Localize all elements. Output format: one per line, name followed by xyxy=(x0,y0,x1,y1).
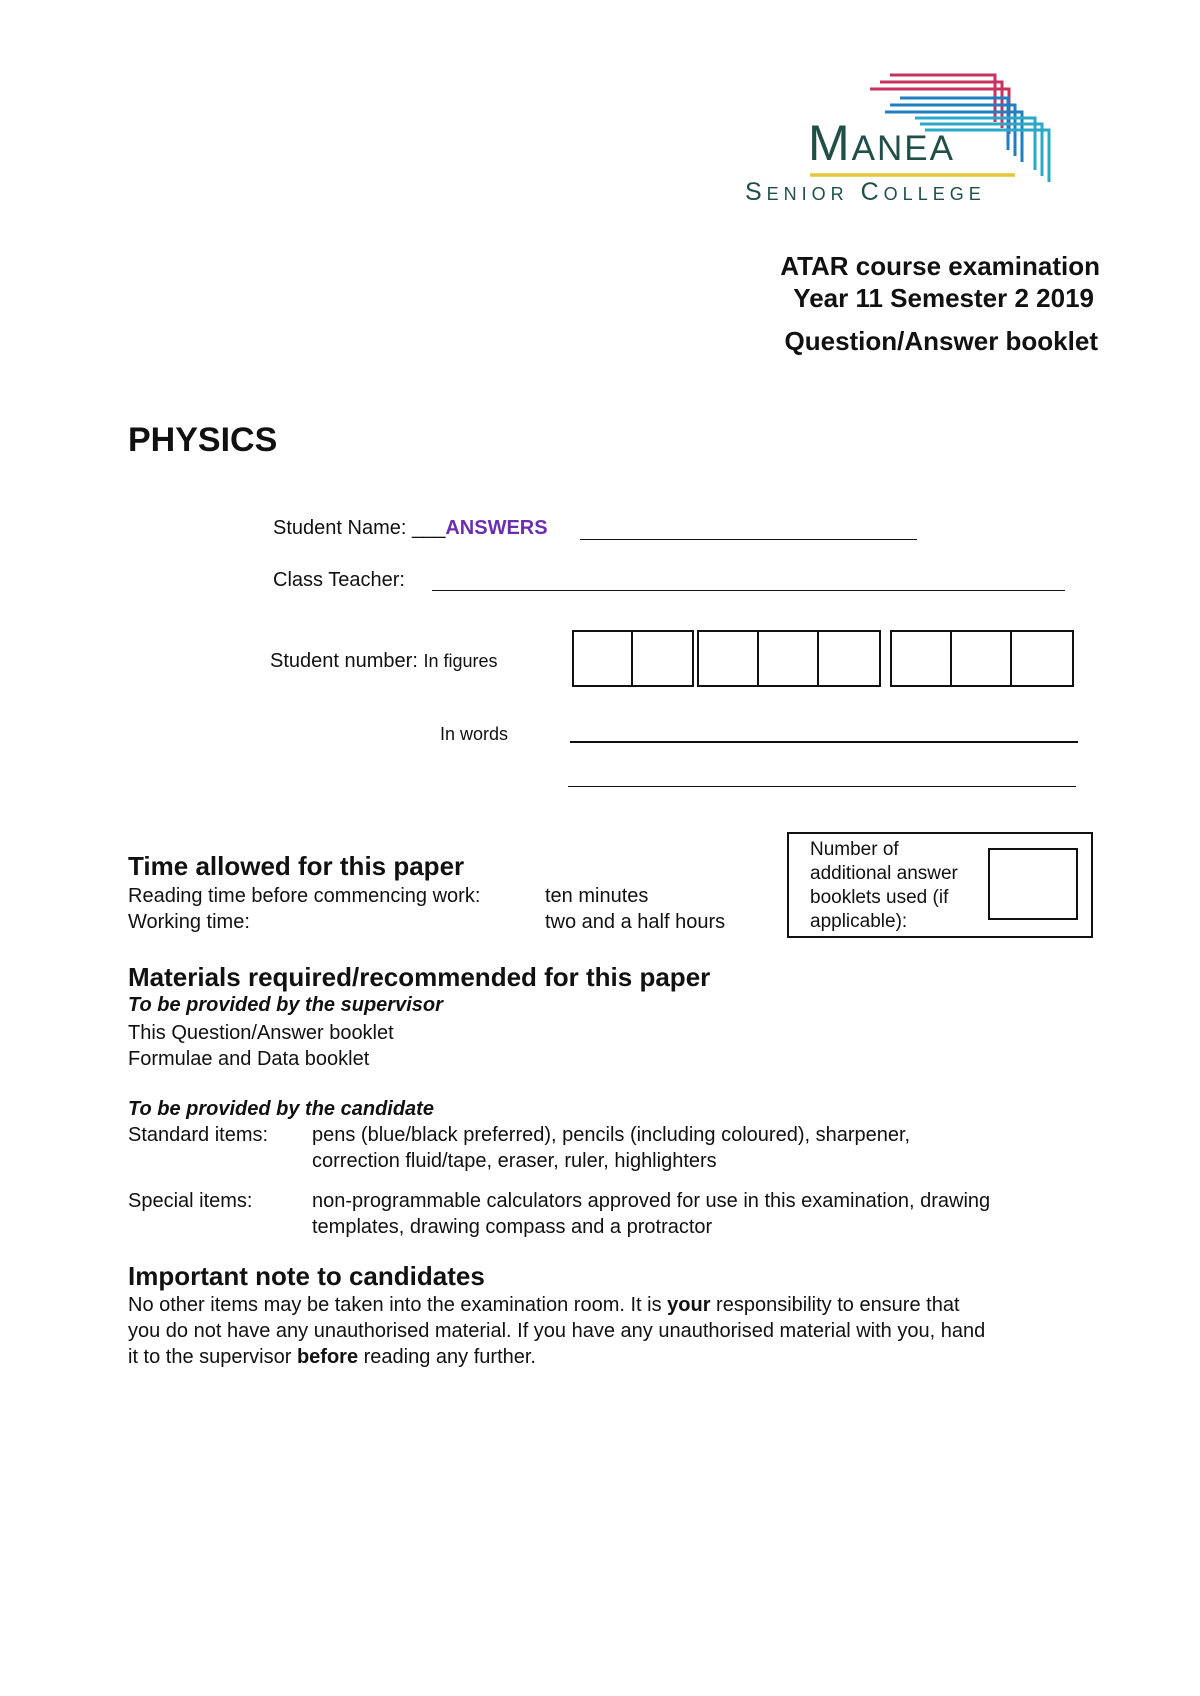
additional-booklets-label: Number of additional answer booklets used (if applicable): xyxy=(810,839,958,933)
student-name-blank: ___ xyxy=(411,517,446,539)
in-words-line-2[interactable] xyxy=(568,786,1076,787)
digit-divider xyxy=(1010,632,1012,685)
reading-time-label: Reading time before commencing work: xyxy=(128,885,481,907)
standard-items-label: Standard items: xyxy=(128,1124,269,1146)
standard-items-line-1: pens (blue/black preferred), pencils (including coloured), sharpener, xyxy=(312,1124,911,1146)
important-emphasis: your xyxy=(667,1294,711,1316)
digit-divider xyxy=(757,632,759,685)
logo-wordmark: Manea xyxy=(808,115,955,171)
important-text: responsibility to ensure that xyxy=(710,1294,960,1316)
special-items-line-1: non-programmable calculators approved for use in this examination, drawing xyxy=(312,1190,991,1212)
working-time-label: Working time: xyxy=(128,911,250,933)
student-name-value[interactable]: ANSWERS xyxy=(445,517,548,539)
class-teacher-field[interactable] xyxy=(432,590,1065,591)
important-note-line-1 xyxy=(128,1293,960,1318)
important-text: No other items may be taken into the examination room. It is xyxy=(128,1294,668,1316)
working-time-value: two and a half hours xyxy=(545,911,726,933)
class-teacher-label: Class Teacher: xyxy=(273,569,405,591)
digit-divider xyxy=(631,632,633,685)
student-number-row xyxy=(270,651,497,671)
candidate-heading: To be provided by the candidate xyxy=(128,1098,434,1120)
digit-divider xyxy=(817,632,819,685)
important-note-line-3 xyxy=(128,1345,536,1370)
reading-time-value: ten minutes xyxy=(545,885,649,907)
in-words-line-1[interactable] xyxy=(570,741,1078,743)
special-items-label: Special items: xyxy=(128,1190,253,1212)
time-allowed-heading: Time allowed for this paper xyxy=(128,851,465,881)
logo-subtitle: Senior College xyxy=(745,178,986,206)
exam-course-title: ATAR course examination xyxy=(780,251,1100,281)
student-number-group-1[interactable] xyxy=(572,630,694,687)
special-items-line-2: templates, drawing compass and a protractor xyxy=(312,1216,713,1238)
student-name-line[interactable] xyxy=(580,539,917,540)
exam-year-semester: Year 11 Semester 2 2019 xyxy=(793,283,1094,313)
important-emphasis: before xyxy=(296,1346,359,1368)
standard-items-line-2: correction fluid/tape, eraser, ruler, highlighters xyxy=(312,1150,717,1172)
materials-heading: Materials required/recommended for this paper xyxy=(128,962,711,992)
booklet-type: Question/Answer booklet xyxy=(784,326,1098,356)
additional-booklets-count-field[interactable] xyxy=(988,848,1078,920)
important-text: reading any further. xyxy=(358,1346,536,1368)
important-note-heading: Important note to candidates xyxy=(128,1261,485,1291)
subject-title: PHYSICS xyxy=(128,421,278,459)
student-number-label: Student number: xyxy=(270,650,418,672)
in-figures-label: In figures xyxy=(423,651,498,671)
important-note-line-2: you do not have any unauthorised material. If you have any unauthorised material with you, hand xyxy=(128,1320,986,1342)
important-text: it to the supervisor xyxy=(128,1346,297,1368)
supervisor-heading: To be provided by the supervisor xyxy=(128,994,443,1016)
student-name-label: Student Name: xyxy=(273,517,412,539)
supervisor-item: This Question/Answer booklet xyxy=(128,1022,394,1044)
digit-divider xyxy=(950,632,952,685)
in-words-label: In words xyxy=(440,724,509,744)
student-name-row xyxy=(273,518,548,538)
student-number-group-3[interactable] xyxy=(890,630,1074,687)
supervisor-item: Formulae and Data booklet xyxy=(128,1048,370,1070)
student-number-group-2[interactable] xyxy=(697,630,881,687)
